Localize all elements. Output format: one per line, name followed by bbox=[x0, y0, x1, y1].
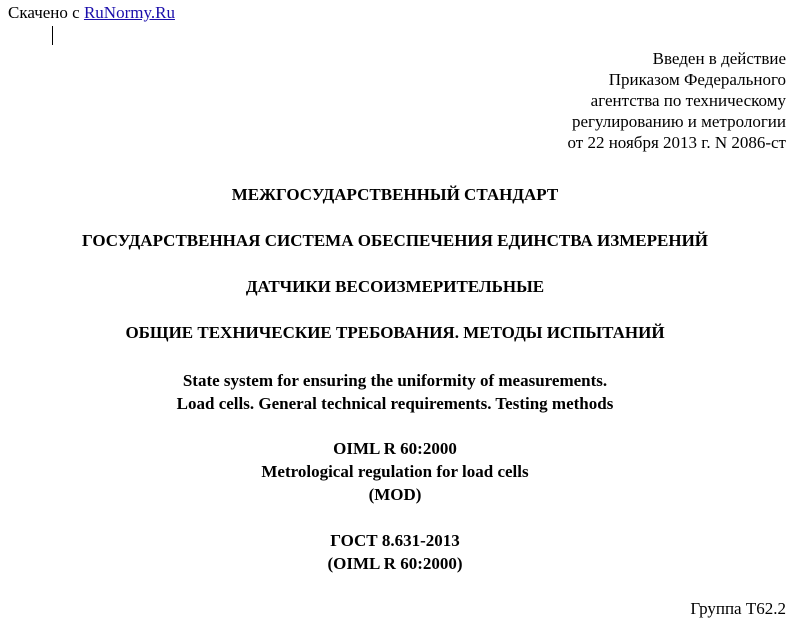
oiml-line: Metrological regulation for load cells bbox=[261, 462, 529, 481]
oiml-reference bbox=[0, 437, 790, 506]
enactment-line: от 22 ноября 2013 г. N 2086-ст bbox=[567, 133, 786, 152]
english-title-line: Load cells. General technical requirements. Testing methods bbox=[176, 394, 614, 413]
system-heading: ГОСУДАРСТВЕННАЯ СИСТЕМА ОБЕСПЕЧЕНИЯ ЕДИНСТВА ИЗМЕРЕНИЙ bbox=[81, 231, 709, 250]
enactment-line: Введен в действие bbox=[652, 49, 786, 68]
runormy-link[interactable]: RuNormy.Ru bbox=[83, 3, 175, 22]
download-source-line bbox=[8, 3, 175, 23]
gost-line: ГОСТ 8.631-2013 bbox=[330, 531, 460, 550]
scope-heading: ОБЩИЕ ТЕХНИЧЕСКИЕ ТРЕБОВАНИЯ. МЕТОДЫ ИСПЫТАНИЙ bbox=[125, 323, 665, 342]
oiml-line: (MOD) bbox=[368, 485, 422, 504]
enactment-line: Приказом Федерального bbox=[608, 70, 786, 89]
downloaded-prefix: Скачено с bbox=[8, 3, 80, 22]
subject-heading: ДАТЧИКИ ВЕСОИЗМЕРИТЕЛЬНЫЕ bbox=[245, 277, 545, 296]
group-code: Группа Т62.2 bbox=[690, 599, 786, 618]
enactment-line: агентства по техническому bbox=[590, 91, 786, 110]
english-title-line: State system for ensuring the uniformity of measurements. bbox=[182, 371, 608, 390]
english-title bbox=[0, 369, 790, 415]
standard-type-heading: МЕЖГОСУДАРСТВЕННЫЙ СТАНДАРТ bbox=[231, 185, 559, 204]
gost-designation bbox=[0, 529, 790, 575]
text-cursor bbox=[52, 26, 53, 45]
enactment-note bbox=[568, 48, 787, 153]
enactment-line: регулированию и метрологии bbox=[571, 112, 786, 131]
gost-line: (OIML R 60:2000) bbox=[327, 554, 463, 573]
oiml-line: OIML R 60:2000 bbox=[333, 439, 457, 458]
